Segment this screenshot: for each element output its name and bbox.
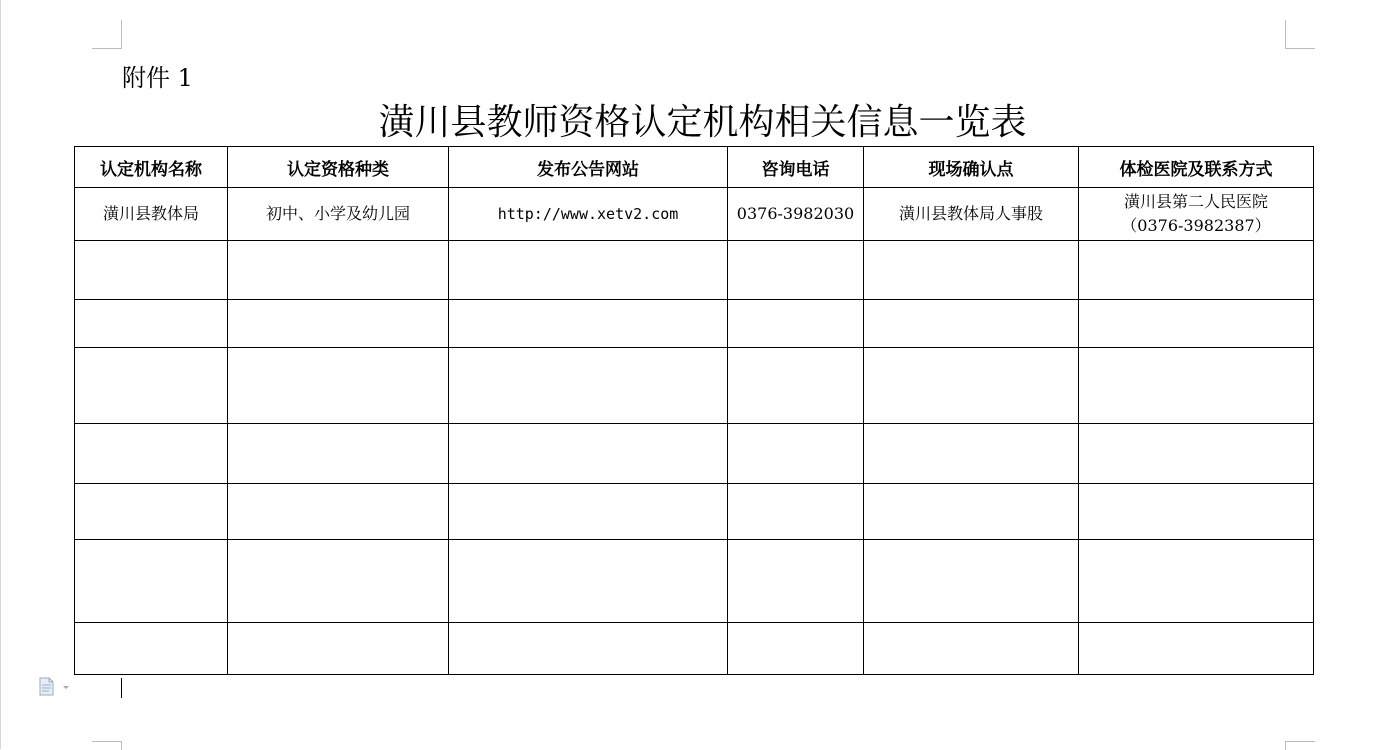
header-hospital-contact: 体检医院及联系方式 xyxy=(1079,147,1314,188)
empty-cell[interactable] xyxy=(1079,623,1314,675)
header-phone: 咨询电话 xyxy=(728,147,864,188)
cell-hospital-contact[interactable] xyxy=(1079,188,1314,241)
table-row xyxy=(75,424,1314,484)
empty-cell[interactable] xyxy=(228,241,449,300)
empty-cell[interactable] xyxy=(1079,424,1314,484)
empty-cell[interactable] xyxy=(864,540,1079,623)
empty-cell[interactable] xyxy=(75,348,228,424)
hospital-name: 潢川县第二人民医院 xyxy=(1123,192,1268,211)
attachment-label: 附件 1 xyxy=(122,64,193,92)
empty-cell[interactable] xyxy=(75,424,228,484)
table-header-row xyxy=(75,147,1314,188)
empty-cell[interactable] xyxy=(228,540,449,623)
crop-mark-top-left xyxy=(92,20,122,49)
empty-cell[interactable] xyxy=(864,424,1079,484)
empty-cell[interactable] xyxy=(228,623,449,675)
empty-cell[interactable] xyxy=(449,484,728,540)
header-qualification-type: 认定资格种类 xyxy=(228,147,449,188)
empty-cell[interactable] xyxy=(864,241,1079,300)
empty-cell[interactable] xyxy=(75,484,228,540)
empty-cell[interactable] xyxy=(1079,348,1314,424)
empty-cell[interactable] xyxy=(864,623,1079,675)
cell-phone[interactable]: 0376-3982030 xyxy=(728,188,864,241)
empty-cell[interactable] xyxy=(864,348,1079,424)
empty-cell[interactable] xyxy=(728,348,864,424)
table-row xyxy=(75,540,1314,623)
document-icon[interactable] xyxy=(38,677,72,697)
empty-cell[interactable] xyxy=(728,623,864,675)
empty-cell[interactable] xyxy=(449,623,728,675)
empty-cell[interactable] xyxy=(864,300,1079,348)
empty-cell[interactable] xyxy=(728,300,864,348)
empty-cell[interactable] xyxy=(75,300,228,348)
header-notice-website: 发布公告网站 xyxy=(449,147,728,188)
empty-cell[interactable] xyxy=(449,300,728,348)
empty-cell[interactable] xyxy=(1079,241,1314,300)
table-row xyxy=(75,300,1314,348)
header-org-name: 认定机构名称 xyxy=(75,147,228,188)
info-table xyxy=(74,146,1314,675)
header-confirmation-site: 现场确认点 xyxy=(864,147,1079,188)
table-row xyxy=(75,241,1314,300)
cell-qualification-type[interactable]: 初中、小学及幼儿园 xyxy=(228,188,449,241)
empty-cell[interactable] xyxy=(228,348,449,424)
cell-website[interactable]: http://www.xetv2.com xyxy=(449,188,728,241)
empty-cell[interactable] xyxy=(75,623,228,675)
empty-cell[interactable] xyxy=(1079,484,1314,540)
empty-cell[interactable] xyxy=(228,300,449,348)
empty-cell[interactable] xyxy=(449,424,728,484)
table-row xyxy=(75,623,1314,675)
text-cursor xyxy=(121,678,122,698)
empty-cell[interactable] xyxy=(728,484,864,540)
table-row xyxy=(75,484,1314,540)
empty-cell[interactable] xyxy=(449,241,728,300)
table-row xyxy=(75,348,1314,424)
crop-mark-top-right xyxy=(1285,20,1315,49)
empty-cell[interactable] xyxy=(228,484,449,540)
document-title: 潢川县教师资格认定机构相关信息一览表 xyxy=(378,102,1027,143)
empty-cell[interactable] xyxy=(1079,540,1314,623)
empty-cell[interactable] xyxy=(864,484,1079,540)
empty-cell[interactable] xyxy=(728,424,864,484)
cell-confirmation-site[interactable]: 潢川县教体局人事股 xyxy=(864,188,1079,241)
empty-cell[interactable] xyxy=(449,540,728,623)
table-row xyxy=(75,188,1314,241)
empty-cell[interactable] xyxy=(75,540,228,623)
empty-cell[interactable] xyxy=(728,241,864,300)
empty-cell[interactable] xyxy=(728,540,864,623)
empty-cell[interactable] xyxy=(449,348,728,424)
empty-cell[interactable] xyxy=(1079,300,1314,348)
hospital-phone: （0376-3982387） xyxy=(1121,216,1271,235)
empty-cell[interactable] xyxy=(75,241,228,300)
cell-org-name[interactable]: 潢川县教体局 xyxy=(75,188,228,241)
empty-cell[interactable] xyxy=(228,424,449,484)
